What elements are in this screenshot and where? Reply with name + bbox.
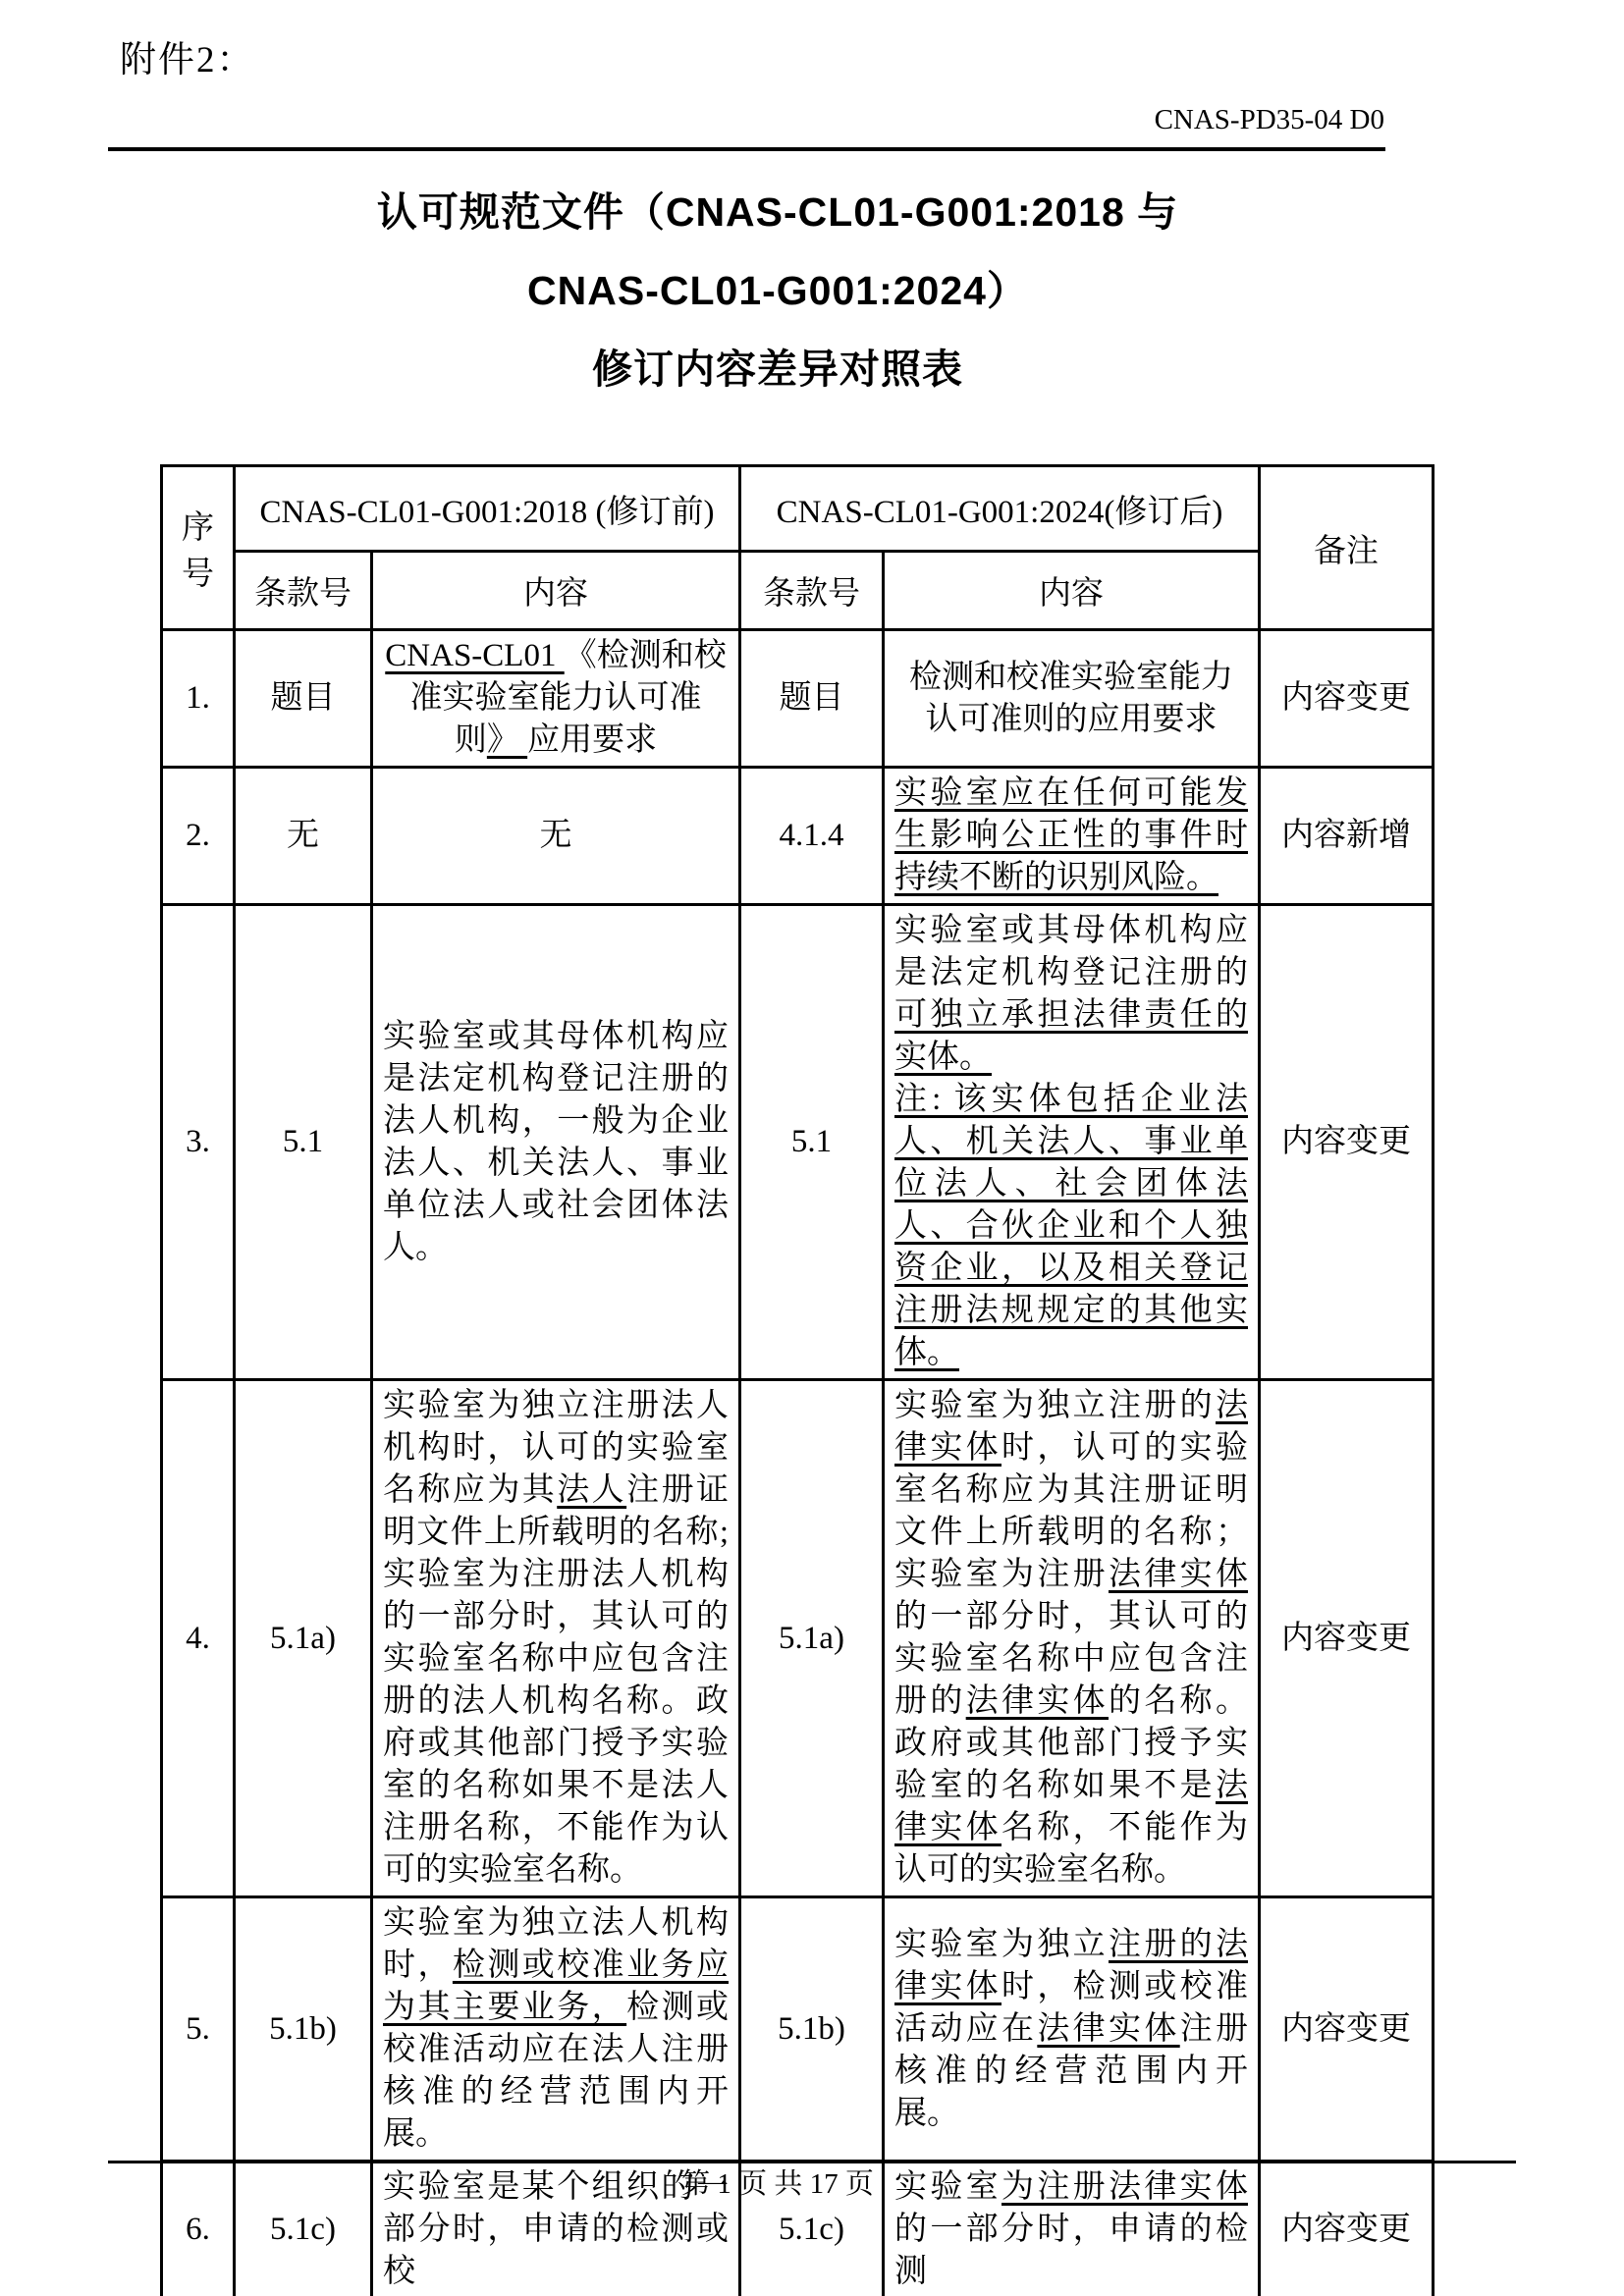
plain-text: 无 bbox=[539, 818, 572, 853]
clause-2018-cell: 无 bbox=[235, 768, 372, 905]
clause-2024-cell: 5.1 bbox=[740, 905, 884, 1380]
clause-2024-cell: 5.1b) bbox=[740, 1897, 884, 2162]
underlined-text: 》 bbox=[486, 722, 528, 758]
underlined-text: 法律实体 bbox=[965, 1683, 1110, 1719]
plain-text: 检测或校准活动应在法人注册核准的经营范围内开展。 bbox=[383, 1990, 730, 2152]
plain-text: 应用要求 bbox=[527, 722, 658, 758]
table-row bbox=[162, 905, 1434, 1380]
underlined-text: 为注册法律实体 bbox=[1001, 2169, 1249, 2205]
table-row bbox=[162, 1897, 1434, 2162]
page-number: 第 1 页 共 17 页 bbox=[681, 2168, 874, 2200]
underlined-text: 注册的法律实体 bbox=[894, 1926, 1249, 2004]
content-2018-cell bbox=[372, 768, 740, 905]
clause-2024-cell: 4.1.4 bbox=[740, 768, 884, 905]
remark-cell: 内容新增 bbox=[1260, 768, 1434, 905]
clause-2024-cell: 5.1c) bbox=[740, 2162, 884, 2296]
header-clause-old: 条款号 bbox=[235, 552, 372, 630]
plain-text: 实验室为独立 bbox=[894, 1926, 1109, 1962]
underlined-text: 注: 该实体包括企业法人、机关法人、事业单位法人、社会团体法人、合伙企业和个人独资企业，以及相关登记注册法规规定的其他实体。 bbox=[894, 1082, 1248, 1370]
plain-text: 《检测和校准实验室能力认可准则 bbox=[409, 638, 727, 758]
footer-rule bbox=[108, 2161, 1516, 2163]
clause-2018-cell: 题目 bbox=[235, 630, 372, 768]
content-2024-cell bbox=[884, 905, 1260, 1380]
attachment-label: 附件2： bbox=[120, 40, 255, 80]
serial-cell: 2. bbox=[162, 768, 235, 905]
plain-text: 实验室为独立注册法人机构时，认可的实验室名称应为其 bbox=[383, 1388, 729, 1508]
serial-cell: 5. bbox=[162, 1897, 235, 2162]
content-2024-cell bbox=[884, 630, 1260, 768]
plain-text: 注册证明文件上所载明的名称; 实验室为注册法人机构的一部分时，其认可的实验室名称中应包含注册的法人机构名称。政府或其他部门授予实验室的名称如果不是法人注册名称，不能作为认可的实验室名称。 bbox=[383, 1472, 730, 1888]
content-2024-cell bbox=[884, 1897, 1260, 2162]
document-number: CNAS-PD35-04 D0 bbox=[1154, 104, 1384, 135]
table-body bbox=[162, 630, 1434, 2296]
title-line-3: 修订内容差异对照表 bbox=[592, 347, 963, 392]
header-rule bbox=[108, 147, 1385, 151]
plain-text: 的一部分时，其认可的实验室名称中应包含注册的 bbox=[894, 1599, 1248, 1719]
underlined-text: 实验室应在任何可能发生影响公正性的事件时持续不断的识别风险。 bbox=[894, 775, 1248, 895]
underlined-text: 法律实体 bbox=[1037, 2010, 1180, 2047]
clause-2024-cell: 5.1a) bbox=[740, 1380, 884, 1897]
plain-text: 名称，不能作为认可的实验室名称。 bbox=[894, 1810, 1249, 1888]
plain-text: 的名称。政府或其他部门授予实验室的名称如果不是 bbox=[894, 1683, 1249, 1803]
underlined-text: 检测或校准业务应为其主要业务， bbox=[383, 1948, 730, 2025]
header-content-new: 内容 bbox=[884, 552, 1260, 630]
remark-cell: 内容变更 bbox=[1260, 1897, 1434, 2162]
plain-text: 实验室为独立法人机构时， bbox=[383, 1905, 729, 1983]
table-header-group-row bbox=[162, 466, 1434, 552]
remark-cell: 内容变更 bbox=[1260, 905, 1434, 1380]
plain-text: 的一部分时，申请的检测 bbox=[894, 2212, 1248, 2289]
remark-cell: 内容变更 bbox=[1260, 1380, 1434, 1897]
underlined-text: 法人 bbox=[557, 1472, 627, 1508]
content-2018-cell bbox=[372, 1897, 740, 2162]
table-header-sub-row bbox=[162, 552, 1434, 630]
plain-text: 检测和校准实验室能力认可准则的应用要求 bbox=[909, 659, 1233, 737]
serial-cell: 6. bbox=[162, 2162, 235, 2296]
underlined-text: CNAS-CL01 bbox=[385, 638, 565, 673]
serial-cell: 1. bbox=[162, 630, 235, 768]
plain-text: 实验室或其母体机构应是法定机构登记注册的 bbox=[894, 913, 1248, 990]
plain-text: 时，检测或校准活动应在 bbox=[894, 1968, 1249, 2047]
content-2018-cell bbox=[372, 630, 740, 768]
clause-2018-cell: 5.1c) bbox=[235, 2162, 372, 2296]
comparison-table bbox=[160, 464, 1435, 2296]
plain-text: 实验室是某个组织的一部分时，申请的检测或校 bbox=[383, 2169, 729, 2289]
plain-text: 实验室 bbox=[894, 2169, 1001, 2205]
content-2018-cell bbox=[372, 905, 740, 1380]
serial-cell: 3. bbox=[162, 905, 235, 1380]
plain-text: 时，认可的实验室名称应为其注册证明文件上所载明的名称；实验室为注册 bbox=[894, 1430, 1249, 1592]
content-2018-cell bbox=[372, 1380, 740, 1897]
table-row bbox=[162, 1380, 1434, 1897]
underlined-text: 法律实体 bbox=[894, 1768, 1248, 1845]
underlined-text: 法律实体 bbox=[894, 1388, 1248, 1466]
header-serial: 序号 bbox=[162, 466, 235, 630]
table-row bbox=[162, 768, 1434, 905]
serial-cell: 4. bbox=[162, 1380, 235, 1897]
document-title bbox=[108, 173, 1447, 408]
table-row bbox=[162, 630, 1434, 768]
content-2024-cell bbox=[884, 768, 1260, 905]
content-2024-cell bbox=[884, 1380, 1260, 1897]
plain-text: 实验室为独立注册的 bbox=[894, 1388, 1216, 1423]
header-content-old: 内容 bbox=[372, 552, 740, 630]
remark-cell: 内容变更 bbox=[1260, 2162, 1434, 2296]
clause-2018-cell: 5.1b) bbox=[235, 1897, 372, 2162]
clause-2024-cell: 题目 bbox=[740, 630, 884, 768]
clause-2018-cell: 5.1 bbox=[235, 905, 372, 1380]
plain-text: 实验室或其母体机构应是法定机构登记注册的法人机构，一般为企业法人、机关法人、事业单位法人或社会团体法人。 bbox=[383, 1018, 729, 1265]
underlined-text: 法律实体 bbox=[1109, 1557, 1249, 1592]
title-line-2: CNAS-CL01-G001:2024） bbox=[527, 268, 1028, 313]
header-old-version: CNAS-CL01-G001:2018 (修订前) bbox=[235, 466, 740, 552]
plain-text: 注册核准的经营范围内开展。 bbox=[894, 2010, 1249, 2131]
header-new-version: CNAS-CL01-G001:2024(修订后) bbox=[740, 466, 1260, 552]
header-clause-new: 条款号 bbox=[740, 552, 884, 630]
clause-2018-cell: 5.1a) bbox=[235, 1380, 372, 1897]
underlined-text: 可独立承担法律责任的实体。 bbox=[894, 997, 1248, 1075]
header-remark: 备注 bbox=[1260, 466, 1434, 630]
title-line-1: 认可规范文件（CNAS-CL01-G001:2018 与 bbox=[376, 189, 1179, 235]
remark-cell: 内容变更 bbox=[1260, 630, 1434, 768]
